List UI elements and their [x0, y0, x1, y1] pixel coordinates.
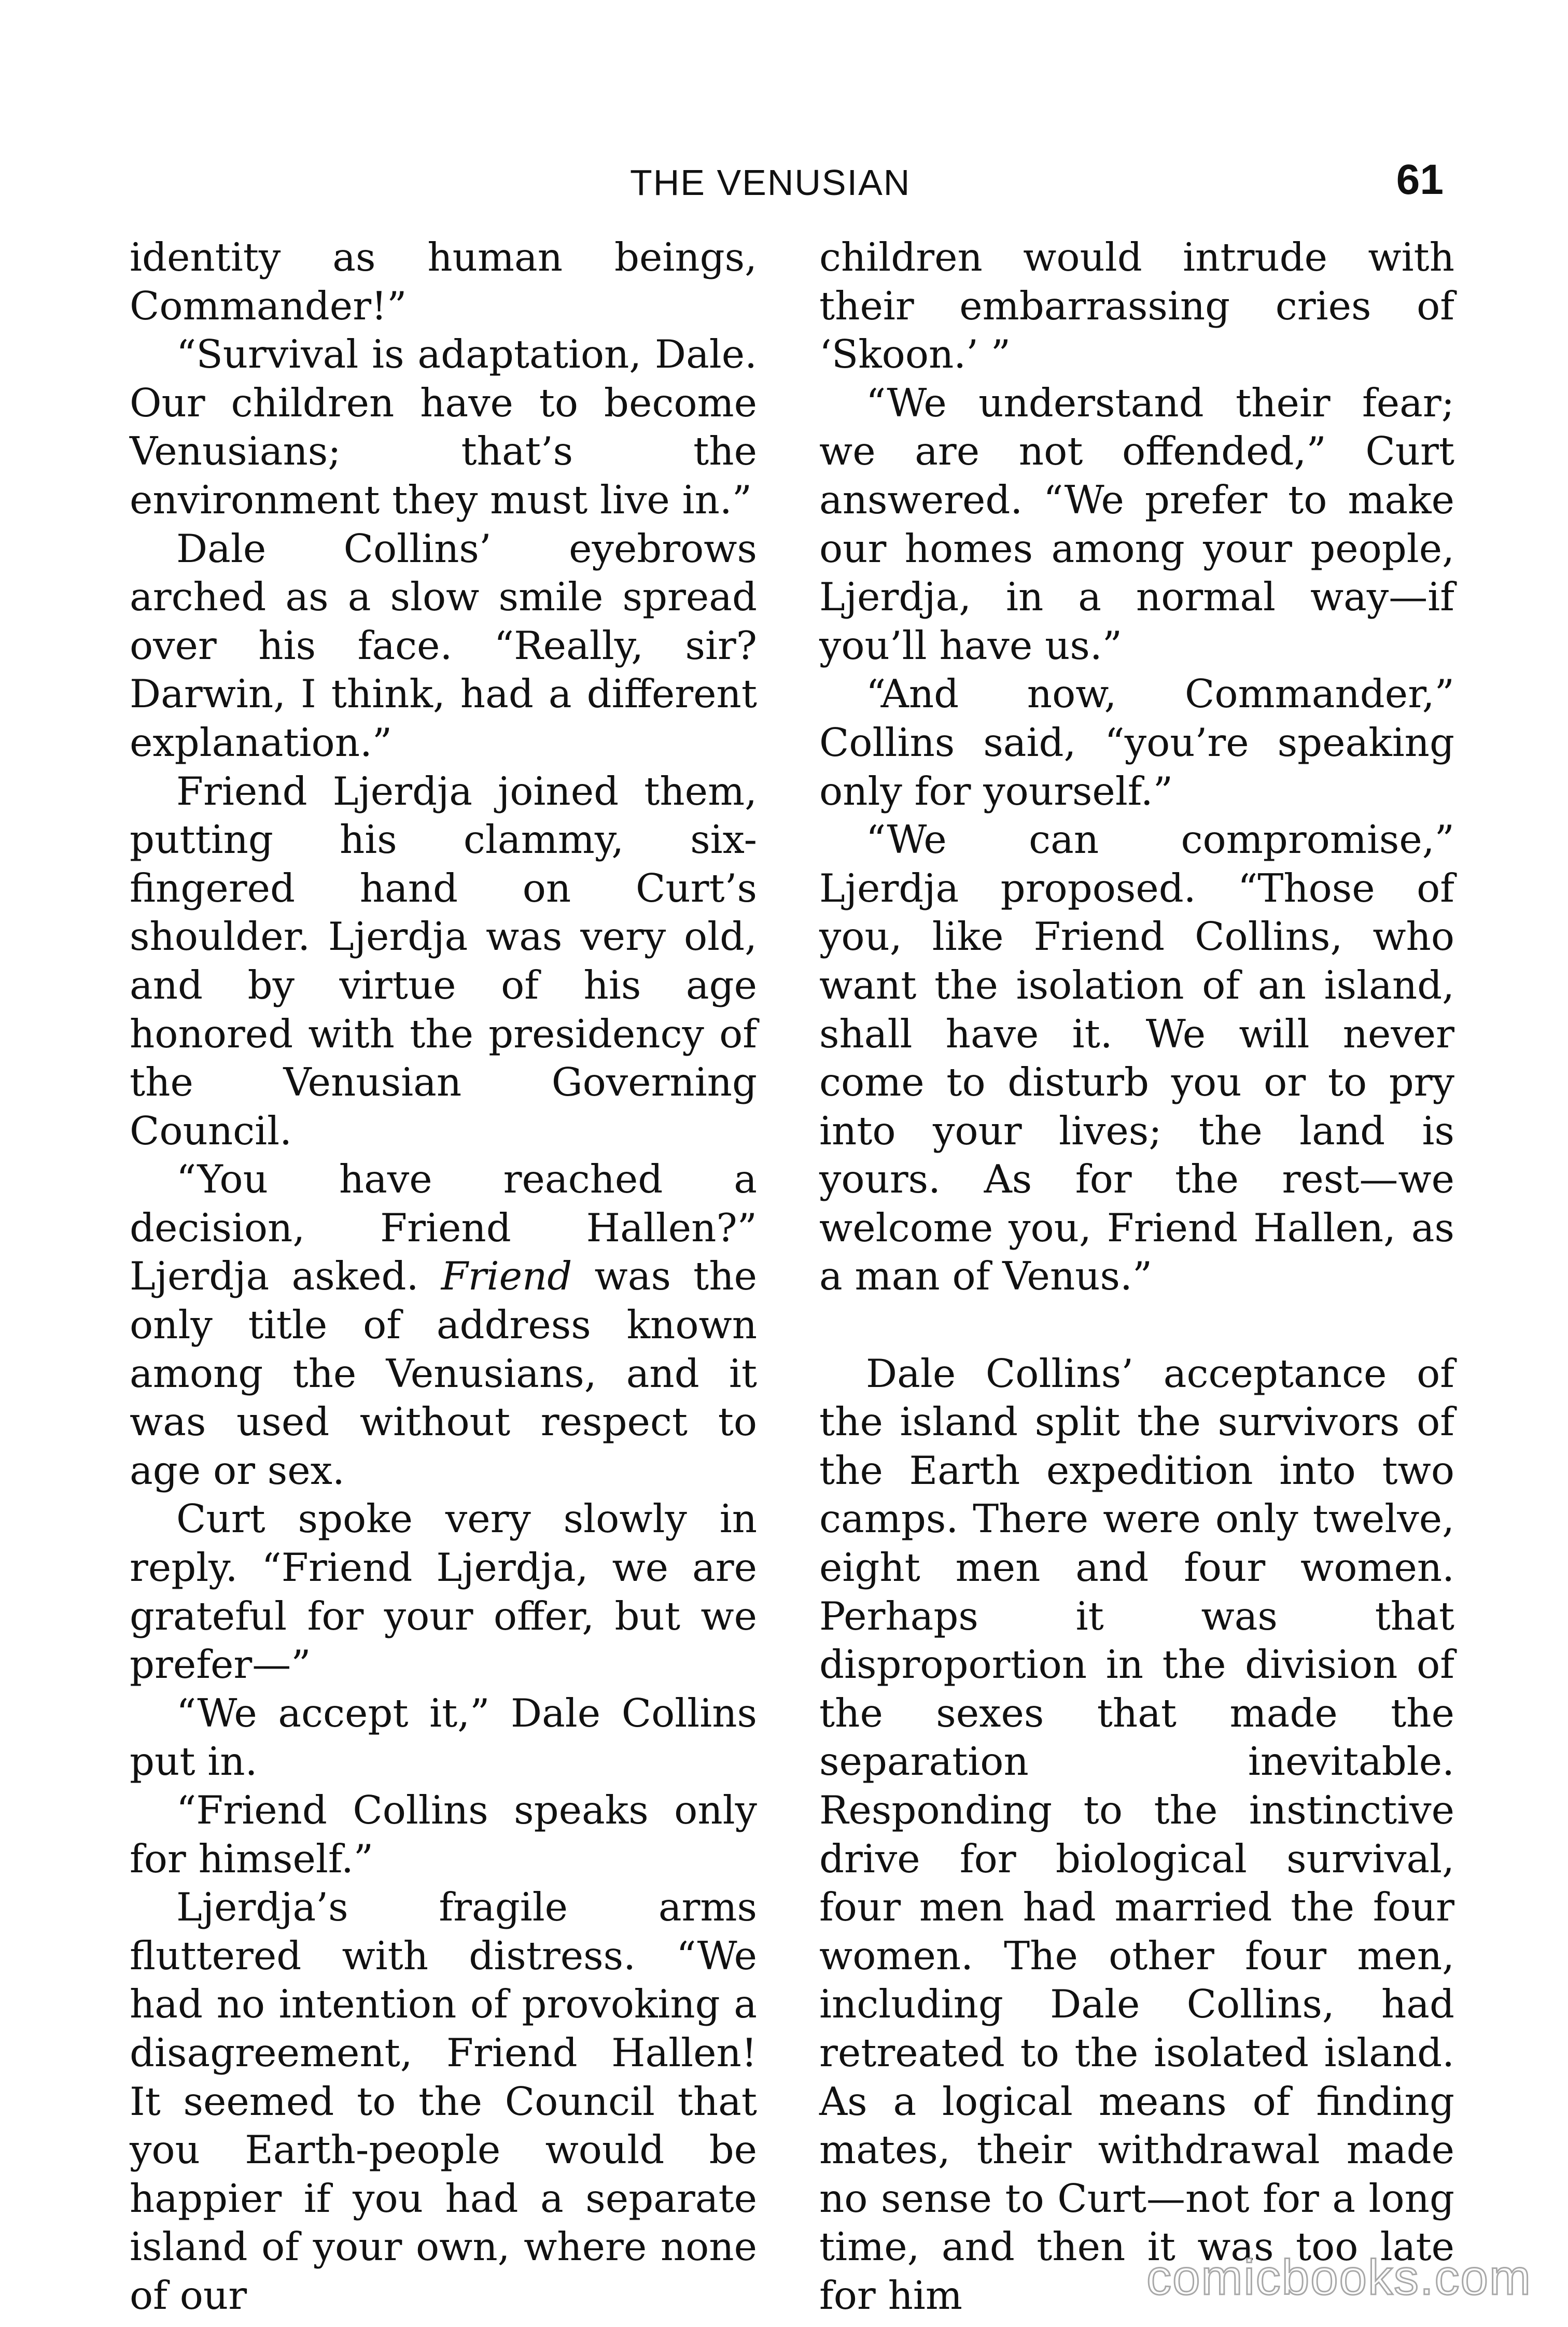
paragraph-text: “You have reached a decision, Friend Hallen?” Ljerdja asked.	[130, 1156, 757, 1299]
italic-word: Friend	[441, 1253, 572, 1299]
paragraph: identity as human beings, Commander!”	[130, 234, 757, 329]
paragraph: Dale Collins’ acceptance of the island split the survivors of the Earth expedition into two camps. There were only twelve, eight men and four women. Perhaps it was that disproportion in the division of the sexes that made the separation inevitable. Responding to the instinctive drive for biological survival, four men had married the four women. The other four men, including Dale Collins, had retreated to the isolated island. As a logical means of finding mates, their withdrawal made no sense to Curt—not for a long time, and then it was too late for him	[819, 1350, 1454, 2318]
paragraph: Curt spoke very slowly in reply. “Friend Ljerdja, we are grateful for your offer, but we prefer—”	[130, 1496, 757, 1688]
paragraph: Ljerdja’s fragile arms fluttered with distress. “We had no intention of provoking a disagreement, Friend Hallen! It seemed to the Council that you Earth-people would be happier if you had a separate island of your own, where none of our	[130, 1884, 757, 2318]
site-watermark: comicbooks.com	[1146, 2250, 1532, 2305]
paragraph: “And now, Commander,” Collins said, “you’re speaking only for yourself.”	[819, 671, 1454, 814]
paragraph: Friend Ljerdja joined them, putting his clammy, six-fingered hand on Curt’s shoulder. Ljerdja was very old, and by virtue of his age honored with the presidency of the Venusian Governing Council.	[130, 768, 757, 1154]
left-text-column	[130, 233, 757, 2320]
paragraph-text: was the only title of address known among the Venusians, and it was used without respect to age or sex.	[130, 1253, 758, 1493]
page-header	[0, 0, 1568, 239]
paragraph: “Survival is adaptation, Dale. Our children have to become Venusians; that’s the environment they must live in.”	[130, 331, 757, 523]
right-text-column	[819, 233, 1454, 2320]
paragraph: “We can compromise,” Ljerdja proposed. “Those of you, like Friend Collins, who want the isolation of an island, shall have it. We will never come to disturb you or to pry into your lives; the land is yours. As for the rest—we welcome you, Friend Hallen, as a man of Venus.”	[819, 817, 1454, 1299]
paragraph: “We accept it,” Dale Collins put in.	[130, 1690, 757, 1785]
paragraph: “Friend Collins speaks only for himself.”	[130, 1787, 757, 1882]
paragraph: Dale Collins’ eyebrows arched as a slow smile spread over his face. “Really, sir? Darwin, I think, had a different explanation.”	[130, 525, 757, 765]
running-title: THE VENUSIAN	[630, 162, 911, 203]
paragraph: “We understand their fear; we are not offended,” Curt answered. “We prefer to make our homes among your people, Ljerdja, in a normal way—if you’ll have us.”	[819, 380, 1454, 668]
paragraph	[130, 1155, 757, 1495]
page-number: 61	[1396, 156, 1444, 203]
paragraph: children would intrude with their embarrassing cries of ‘Skoon.’ ”	[819, 234, 1454, 377]
